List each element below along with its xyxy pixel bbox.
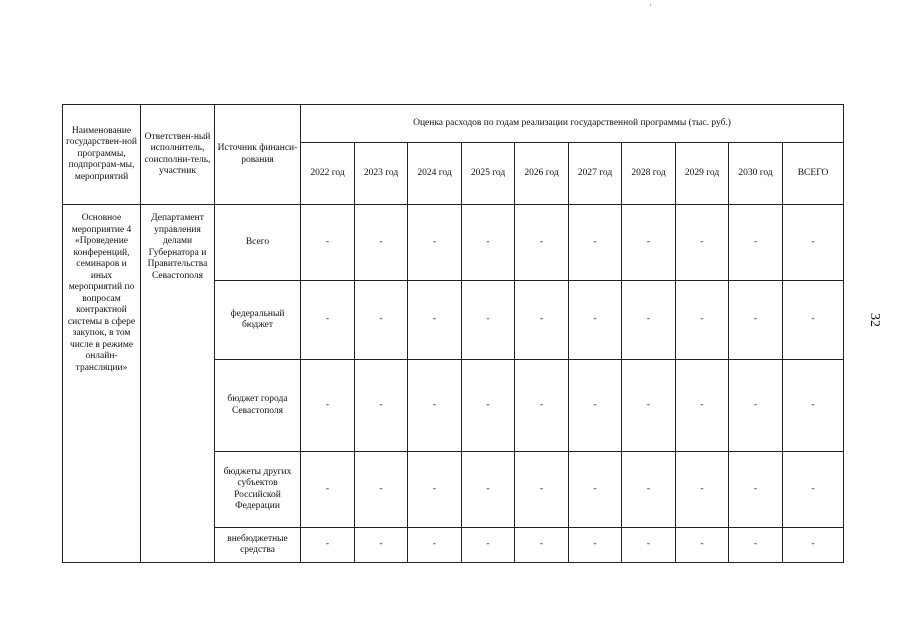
funding-source-cell: Всего [215, 205, 301, 281]
value-cell: - [462, 528, 515, 563]
value-cell: - [729, 528, 783, 563]
value-cell: - [462, 205, 515, 281]
value-cell: - [355, 205, 408, 281]
funding-source-cell: бюджеты других субъектов Российской Федерации [215, 452, 301, 528]
value-cell: - [622, 205, 676, 281]
value-cell: - [408, 281, 462, 360]
header-year: 2023 год [355, 143, 408, 205]
value-cell: - [676, 452, 729, 528]
value-cell: - [355, 528, 408, 563]
value-cell: - [515, 452, 569, 528]
value-cell: - [569, 528, 622, 563]
value-cell: - [676, 205, 729, 281]
corner-mark: · [649, 0, 652, 10]
value-cell: - [301, 360, 355, 452]
value-cell: - [301, 281, 355, 360]
total-cell: - [783, 281, 844, 360]
value-cell: - [408, 528, 462, 563]
total-cell: - [783, 205, 844, 281]
header-year: 2025 год [462, 143, 515, 205]
value-cell: - [676, 360, 729, 452]
header-year: 2028 год [622, 143, 676, 205]
value-cell: - [515, 281, 569, 360]
value-cell: - [408, 205, 462, 281]
value-cell: - [569, 281, 622, 360]
value-cell: - [569, 452, 622, 528]
value-cell: - [569, 360, 622, 452]
executor-cell: Департамент управления делами Губернатора и Правительства Севастополя [141, 205, 215, 563]
header-total: ВСЕГО [783, 143, 844, 205]
value-cell: - [301, 452, 355, 528]
value-cell: - [462, 281, 515, 360]
value-cell: - [569, 205, 622, 281]
page-number: 32 [867, 313, 882, 327]
header-year: 2029 год [676, 143, 729, 205]
header-year: 2027 год [569, 143, 622, 205]
value-cell: - [462, 360, 515, 452]
total-cell: - [783, 360, 844, 452]
value-cell: - [301, 205, 355, 281]
value-cell: - [408, 360, 462, 452]
header-funding-source: Источник финанси-рования [215, 105, 301, 205]
total-cell: - [783, 452, 844, 528]
value-cell: - [729, 281, 783, 360]
total-cell: - [783, 528, 844, 563]
value-cell: - [729, 360, 783, 452]
value-cell: - [355, 452, 408, 528]
value-cell: - [729, 205, 783, 281]
header-program-name: Наименование государствен-ной программы, подпрограм-мы, мероприятий [63, 105, 141, 205]
value-cell: - [301, 528, 355, 563]
value-cell: - [515, 528, 569, 563]
funding-source-cell: бюджет города Севастополя [215, 360, 301, 452]
value-cell: - [515, 360, 569, 452]
value-cell: - [676, 528, 729, 563]
value-cell: - [676, 281, 729, 360]
header-expenses-group: Оценка расходов по годам реализации государственной программы (тыс. руб.) [301, 105, 844, 143]
value-cell: - [622, 281, 676, 360]
value-cell: - [355, 281, 408, 360]
funding-source-cell: федеральный бюджет [215, 281, 301, 360]
header-year: 2022 год [301, 143, 355, 205]
funding-source-cell: внебюджетные средства [215, 528, 301, 563]
header-row-1 [63, 105, 844, 143]
value-cell: - [462, 452, 515, 528]
value-cell: - [622, 528, 676, 563]
header-year: 2026 год [515, 143, 569, 205]
table-row [63, 205, 844, 281]
value-cell: - [622, 452, 676, 528]
value-cell: - [355, 360, 408, 452]
header-year: 2024 год [408, 143, 462, 205]
header-responsible-executor: Ответствен-ный исполнитель, соисполни-тель, участник [141, 105, 215, 205]
program-name-cell: Основное мероприятие 4 «Проведение конференций, семинаров и иных мероприятий по вопросам контрактной системы в сфере закупок, в том числе в режиме онлайн-трансляции» [63, 205, 141, 563]
value-cell: - [515, 205, 569, 281]
value-cell: - [622, 360, 676, 452]
budget-table [62, 104, 844, 563]
value-cell: - [729, 452, 783, 528]
header-year: 2030 год [729, 143, 783, 205]
value-cell: - [408, 452, 462, 528]
